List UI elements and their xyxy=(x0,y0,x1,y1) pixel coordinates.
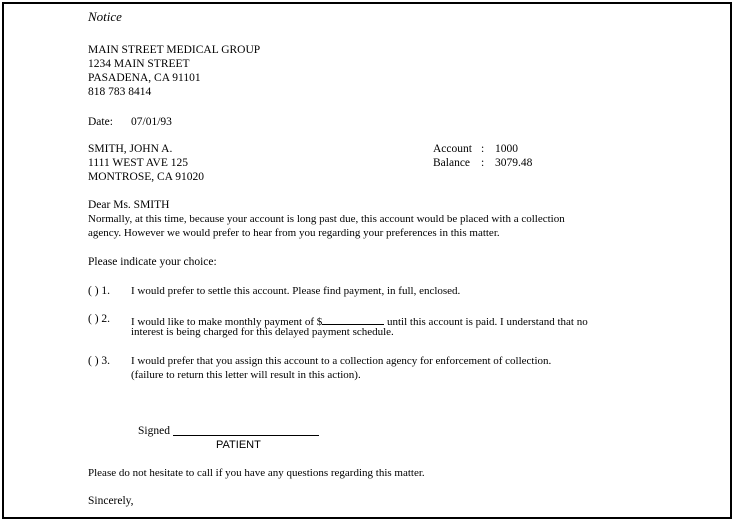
option-1-marker[interactable]: ( ) 1. xyxy=(88,285,111,297)
option-1-text: I would prefer to settle this account. Please find payment, in full, enclosed. xyxy=(131,285,461,297)
option-2-text-part-b: until this account is paid. I understand that no xyxy=(387,316,588,328)
signed-label: Signed xyxy=(138,425,170,437)
sender-street: 1234 MAIN STREET xyxy=(88,58,190,70)
date-label: Date: xyxy=(88,116,113,128)
account-label: Account xyxy=(433,143,472,155)
choice-prompt: Please indicate your choice: xyxy=(88,256,217,268)
balance-colon: : xyxy=(481,157,485,169)
date-value: 07/01/93 xyxy=(131,116,172,128)
balance-label: Balance xyxy=(433,157,471,169)
option-2-text-line-2: interest is being charged for this delayed payment schedule. xyxy=(131,326,394,338)
intro-line-2: agency. However we would prefer to hear from you regarding your preferences in this matter. xyxy=(88,227,500,239)
intro-line-1: Normally, at this time, because your account is long past due, this account would be placed with a collection xyxy=(88,213,565,225)
option-2-text-part-a: I would like to make monthly payment of $ xyxy=(131,316,323,328)
patient-street: 1111 WEST AVE 125 xyxy=(88,157,188,169)
signature-line[interactable] xyxy=(173,435,319,436)
option-3-text-line-2: (failure to return this letter will result in this action). xyxy=(131,369,361,381)
account-value: 1000 xyxy=(495,143,518,155)
option-2-marker[interactable]: ( ) 2. xyxy=(88,313,111,325)
patient-label: PATIENT xyxy=(216,439,261,451)
sign-off: Sincerely, xyxy=(88,495,134,507)
closing-line: Please do not hesitate to call if you have any questions regarding this matter. xyxy=(88,467,425,479)
account-colon: : xyxy=(481,143,485,155)
monthly-payment-blank[interactable] xyxy=(322,313,384,325)
patient-city: MONTROSE, CA 91020 xyxy=(88,171,204,183)
patient-name: SMITH, JOHN A. xyxy=(88,143,173,155)
sender-city: PASADENA, CA 91101 xyxy=(88,72,201,84)
notice-title: Notice xyxy=(88,9,122,24)
balance-value: 3079.48 xyxy=(495,157,533,169)
option-3-text-line-1: I would prefer that you assign this account to a collection agency for enforcement of collection. xyxy=(131,355,552,367)
option-3-marker[interactable]: ( ) 3. xyxy=(88,355,111,367)
sender-name: MAIN STREET MEDICAL GROUP xyxy=(88,44,261,56)
sender-phone: 818 783 8414 xyxy=(88,86,152,98)
salutation: Dear Ms. SMITH xyxy=(88,199,170,211)
